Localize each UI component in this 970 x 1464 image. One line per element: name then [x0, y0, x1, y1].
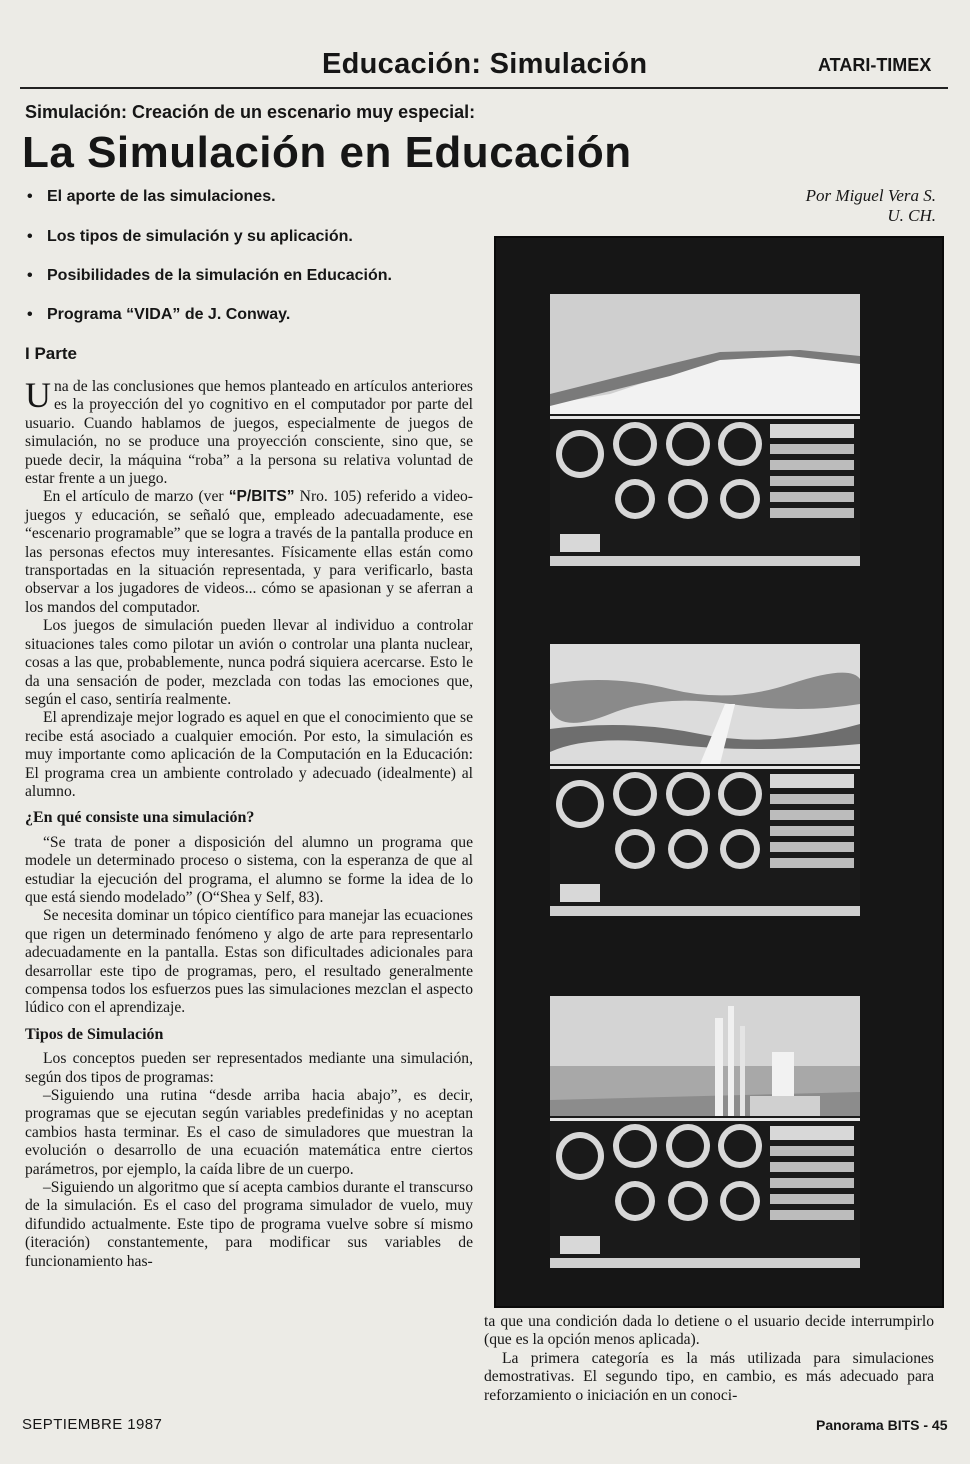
magazine-tag: ATARI-TIMEX [818, 55, 932, 75]
paragraph: –Siguiendo un algoritmo que sí acepta cambios durante el transcurso de la simulación. Es el caso del programa simulador de vuelo, muy difundido actualmente. Este tipo de programa vuelve sobre sí mismo (iteración) constantemente, para modificar sus variables de funcionamiento has- [25, 1179, 473, 1270]
article-headline: La Simulación en Educación [22, 128, 632, 177]
byline-affiliation: U. CH. [887, 206, 936, 225]
subheading: Tipos de Simulación [25, 1025, 164, 1043]
paragraph: Los juegos de simulación pueden llevar al individuo a controlar situaciones tales como pilotar un avión o controlar una planta nuclear, cosas a las que, probablemente, nunca podrá siquiera acercarse. Esto le da una sensación de poder, mezclada con todas las emociones que, según el caso, sentiría realmente. [25, 617, 473, 708]
paragraph: ta que una condición dada lo detiene o el usuario decide interrumpirlo (que es la opción menos aplicada). [484, 1313, 934, 1349]
header-rule [20, 87, 948, 89]
paragraph: “Se trata de poner a disposición del alumno un programa que modele un determinado proceso o sistema, con la esperanza de que al estudiar la ejecución del programa, el alumno se forme la idea de lo que está siendo modelado” (O“Shea y Self, 83). [25, 833, 473, 906]
flight-sim-screenshot-2 [550, 644, 860, 916]
paragraph: –Siguiendo una rutina “desde arriba hacia abajo”, es decir, programas que se ejecutan según variables predefinidas y no aceptan cambios hasta terminar. Es el caso de simuladores que muestran la evolución o desarrollo de una ecuación matemática entre ciertos parámetros, por ejemplo, la caída libre de un cuerpo. [25, 1087, 473, 1178]
part-label: I Parte [25, 344, 77, 363]
article-kicker: Simulación: Creación de un escenario muy especial: [25, 102, 476, 122]
bullet-item: • El aporte de las simulaciones. [27, 188, 276, 206]
paragraph: La primera categoría es la más utilizada para simulaciones demostrativas. El segundo tipo, en cambio, es más adecuado para reforzamiento o iniciación en un conoci- [484, 1349, 934, 1404]
flight-sim-screenshot-1 [550, 294, 860, 566]
right-column [484, 1313, 934, 1405]
bullet-item: • Posibilidades de la simulación en Educación. [27, 267, 392, 285]
paragraph: Una de las conclusiones que hemos planteado en artículos anteriores es la proyección del yo cognitivo en el computador por parte del usuario. Cuando hablamos de juegos, especialmente de juegos de simulación, no se produce una proyección consciente, sino que, se puede decir, la máquina “roba” a la persona su relativa voluntad de estar frente a un juego. [25, 375, 473, 488]
paragraph: En el artículo de marzo (ver “P/BITS” Nro. 105) referido a video-juegos y educación, se señaló que, empleado adecuadamente, ese “escenario programable” que se logra a través de la pantalla produce en las personas efectos muy interesantes. Físicamente ellas están como transportadas en la situación representada, y para verificarlo, basta observar a los jugadores de videos... cómo se apasionan y se aferran a los mandos del computador. [25, 488, 473, 616]
section-title: Educación: Simulación [322, 48, 648, 80]
footer-page-number: Panorama BITS - 45 [816, 1417, 948, 1433]
subheading: ¿En qué consiste una simulación? [25, 809, 255, 827]
flight-simulator-photo-strip [494, 236, 944, 1308]
bullet-item: • Programa “VIDA” de J. Conway. [27, 306, 290, 324]
paragraph: Los conceptos pueden ser representados mediante una simulación, según dos tipos de programas: [25, 1050, 473, 1086]
byline [740, 186, 936, 226]
drop-cap: U [25, 375, 51, 415]
footer-date: SEPTIEMBRE 1987 [22, 1416, 163, 1433]
paragraph: Se necesita dominar un tópico científico para manejar las ecuaciones que rigen un determinado fenómeno y algo de arte para representarlo adecuadamente en la pantalla. Estas son dificultades adicionales para desarrollar este tipo de programas, pero, el resultado generalmente compensa todos los esfuerzos pues las simulaciones mezclan el aspecto lúdico con el aprendizaje. [25, 907, 473, 1017]
paragraph: El aprendizaje mejor logrado es aquel en que el conocimiento que se recibe está asociado a cualquier emoción. Por esto, la simulación es muy importante como aplicación de la Computación en la Educación: El programa crea un ambiente controlado y adecuado (idealmente) al alumno. [25, 709, 473, 800]
byline-author: Por Miguel Vera S. [805, 186, 936, 205]
left-column [25, 375, 473, 1271]
flight-sim-screenshot-3 [550, 996, 860, 1268]
bullet-item: • Los tipos de simulación y su aplicación. [27, 228, 353, 246]
